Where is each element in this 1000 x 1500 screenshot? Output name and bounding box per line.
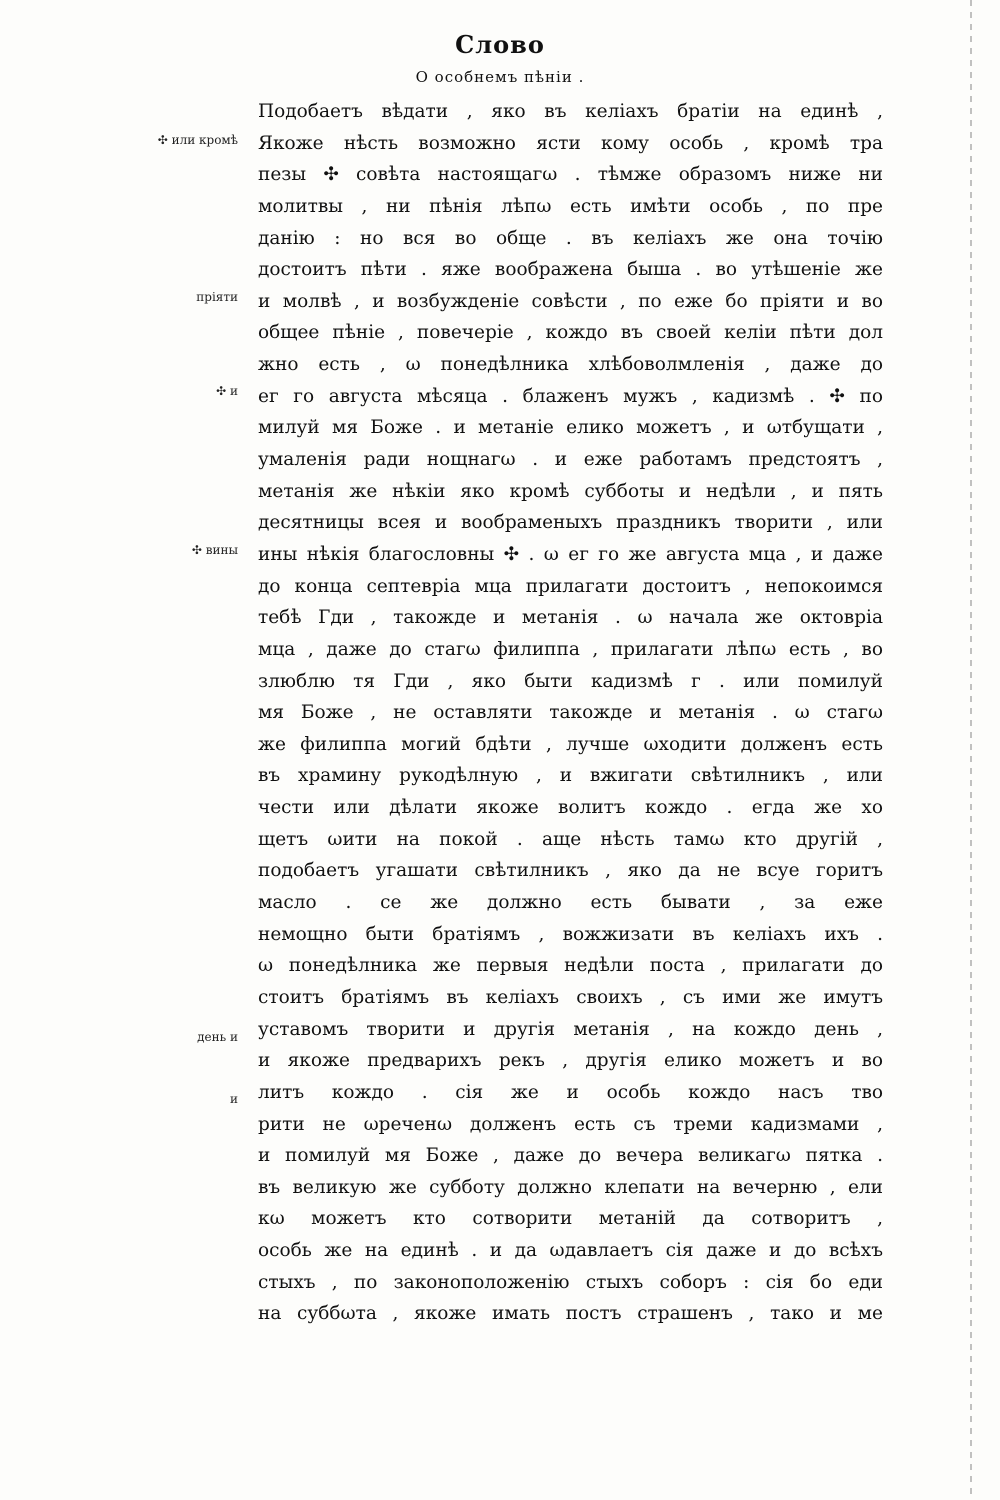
- text-line: до конца септеврiа мца прилагати достоитъ , непокоимся: [258, 575, 883, 597]
- text-line: пезы ✣ совѣта настоящагω . тѣмже образомъ ниже ни: [258, 164, 883, 186]
- margin-note: ✣ и: [216, 384, 238, 398]
- text-line: данiю : но вся во обще . въ келiахъ же она точiю: [258, 227, 883, 249]
- text-line: злюблю тя Гди , яко быти кадизмѣ г . или помилуй: [258, 670, 883, 692]
- text-line: Якоже нѣсть возможно ясти кому особь , кромѣ тра: [258, 132, 883, 154]
- text-line: въ храмину рукодѣлную , и вжигати свѣтилникъ , или: [258, 765, 883, 787]
- text-line: стоитъ братiямъ въ келiахъ своихъ , съ ими же имутъ: [258, 986, 883, 1008]
- page-edge-line: [970, 0, 972, 1500]
- text-line: уставомъ творити и другiя метанiя , на кождо день ,: [258, 1018, 883, 1040]
- text-line: Подобаетъ вѣдати , яко въ келiахъ братiи на единѣ ,: [258, 101, 883, 122]
- text-line: ег го августа мѣсяца . блаженъ мужъ , кадизмѣ . ✣ по: [258, 385, 883, 407]
- page-title: Слово: [455, 30, 545, 59]
- text-line: мя Боже , не оставляти такожде и метанiя . ω стагω: [258, 702, 883, 724]
- text-line: и молвѣ , и возбужденiе совѣсти , по еже бо прiяти и во: [258, 290, 883, 312]
- text-line: ω понедѣлника же первыя недѣли поста , прилагати до: [258, 955, 883, 977]
- text-line: масло . се же должно есть бывати , за еже: [258, 892, 883, 914]
- text-line: же филиппа могий бдѣти , лучше ωходити долженъ есть: [258, 733, 883, 755]
- text-line: чести или дѣлати якоже волитъ кождо . егда же хо: [258, 797, 883, 819]
- text-line: тебѣ Гди , такожде и метанiя . ω начала же октоврiа: [258, 607, 883, 629]
- text-line: молитвы , ни пѣнiя лѣпω есть имѣти особь , по пре: [258, 195, 883, 217]
- margin-note: и: [230, 1092, 238, 1106]
- text-line: немощно быти братiямъ , вожжизати въ келiахъ ихъ .: [258, 923, 883, 945]
- page-subtitle: О особнемъ пѣнiи .: [415, 68, 585, 86]
- text-line: милуй мя Боже . и метанiе елико можетъ , и ωтбущати ,: [258, 417, 883, 439]
- text-line: подобаетъ угашати свѣтилникъ , яко да не всуе горитъ: [258, 860, 883, 882]
- text-line: на суббωта , якоже имать постъ страшенъ , тако и ме: [258, 1303, 883, 1325]
- text-line: рити не ωреченω долженъ есть съ треми кадизмами ,: [258, 1113, 883, 1135]
- text-line: ины нѣкiя благословны ✣ . ω ег го же августа мца , и даже: [258, 543, 883, 565]
- text-line: общее пѣнiе , повечерiе , кождо въ своей келiи пѣти дол: [258, 322, 883, 344]
- text-line: мца , даже до стагω филиппа , прилагати лѣпω есть , во: [258, 638, 883, 660]
- text-line: жно есть , ω понедѣлника хлѣбоволмленiя , даже до: [258, 354, 883, 376]
- margin-note: ✣ или кромѣ: [157, 133, 238, 147]
- text-line: въ великую же субботу должно клепати на вечерню , ели: [258, 1176, 883, 1198]
- text-line: кω можетъ кто сотворити метанiй да сотворитъ ,: [258, 1208, 883, 1230]
- text-line: достоитъ пѣти . яже воображена быша . во утѣшенiе же: [258, 259, 883, 281]
- text-line: десятницы всея и вообраменыхъ праздникъ творити , или: [258, 512, 883, 534]
- text-line: метанiя же нѣкiи яко кромѣ субботы и недѣли , и пять: [258, 480, 883, 502]
- body-text: [258, 96, 883, 1330]
- margin-note: день и: [197, 1030, 238, 1044]
- text-line: особь же на единѣ . и да ωдавлаетъ сiя даже и до всѣхъ: [258, 1240, 883, 1262]
- text-line: щетъ ωити на покой . аще нѣсть тамω кто другiй ,: [258, 828, 883, 850]
- text-line: и якоже предварихъ рекъ , другiя елико можетъ и во: [258, 1050, 883, 1072]
- text-line: умаленiя ради нощнагω . и еже работамъ предстоятъ ,: [258, 449, 883, 471]
- text-line: литъ кождо . сiя же и особь кождо насъ тво: [258, 1081, 883, 1103]
- margin-note: ✣ вины: [191, 543, 238, 557]
- text-line: стыхъ , по законоположенiю стыхъ соборъ : сiя бо еди: [258, 1271, 883, 1293]
- margin-note: прiяти: [196, 290, 238, 304]
- text-line: и помилуй мя Боже , даже до вечера великагω пятка .: [258, 1145, 883, 1167]
